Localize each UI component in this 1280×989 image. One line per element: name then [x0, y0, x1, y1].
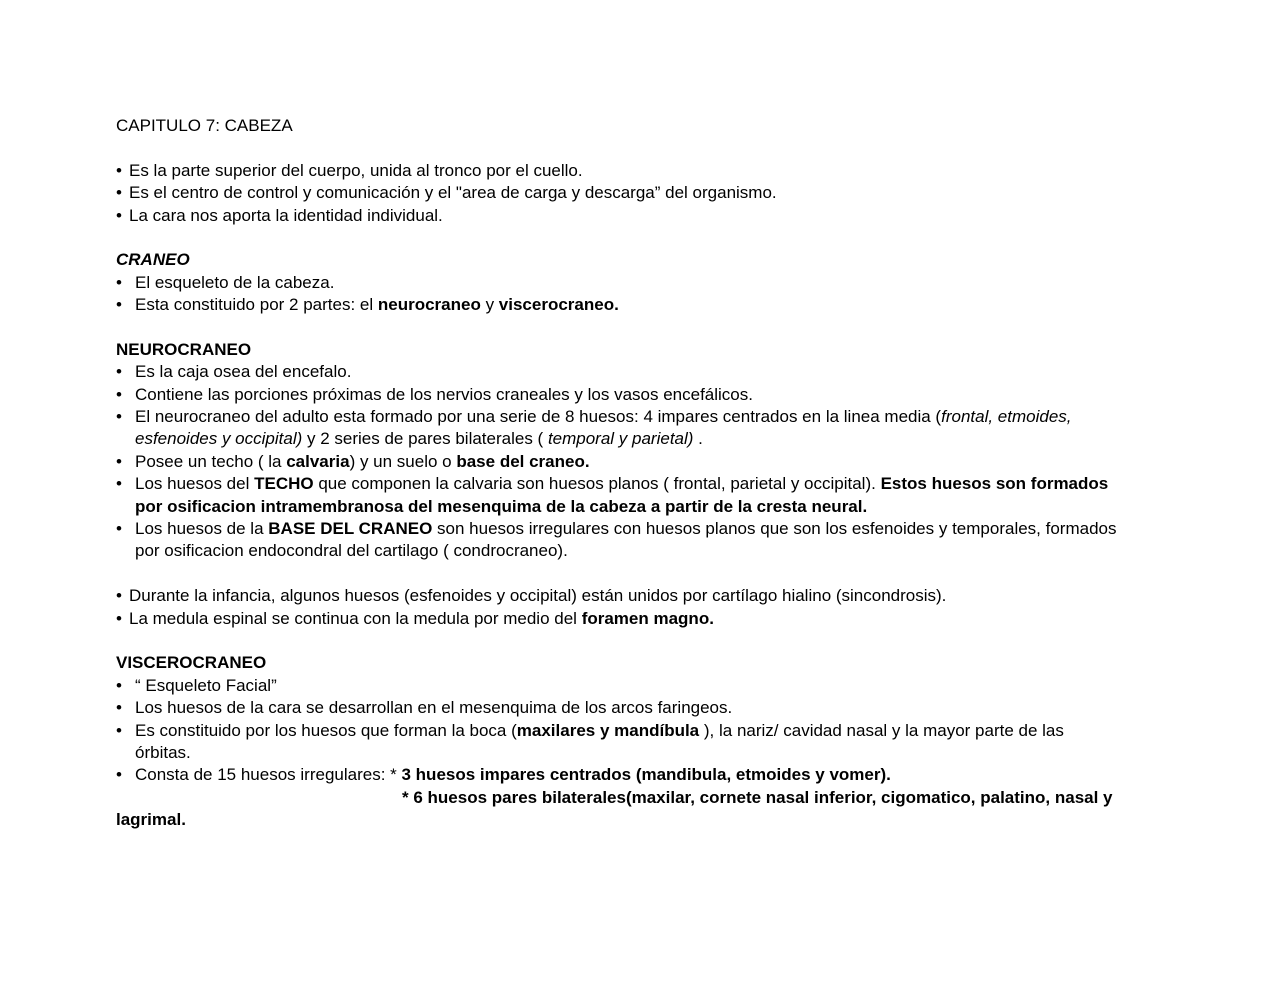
neurocraneo-item-continued [116, 428, 1176, 450]
bullet-icon: • [116, 765, 122, 785]
neurocraneo-italic: frontal, etmoides, [941, 407, 1072, 427]
viscerocraneo-item [116, 764, 1176, 786]
craneo-item [116, 294, 1176, 316]
bullet-icon: • [116, 160, 122, 180]
bullet-icon: • [116, 272, 122, 292]
spacer [116, 563, 1176, 585]
calvaria-term: calvaria [286, 451, 350, 471]
neurocraneo-text: Contiene las porciones próximas de los nervios craneales y los vasos encefálicos. [135, 384, 753, 404]
spacer [116, 137, 1176, 159]
base-del-craneo-term: BASE DEL CRANEO [268, 519, 433, 539]
bullet-icon: • [116, 586, 122, 606]
neurocraneo-heading: NEUROCRANEO [116, 339, 252, 359]
maxilares-term: maxilares y mandíbula [516, 720, 700, 740]
neurocraneo-text: ) y un suelo o [349, 451, 457, 471]
viscerocraneo-text: Es constituido por los huesos que forman la boca ( [135, 720, 517, 740]
intro-text: La cara nos aporta la identidad individual. [129, 205, 443, 225]
neurocraneo-item-continued: por osificacion endocondral del cartilago ( condrocraneo). [135, 541, 568, 561]
bullet-icon: • [116, 698, 122, 718]
craneo-heading: CRANEO [116, 250, 190, 270]
viscerocraneo-item [116, 720, 1176, 742]
bullet-icon: • [116, 407, 122, 427]
neurocraneo-italic: esfenoides y occipital) [135, 429, 303, 449]
neurocraneo-text: y 2 series de pares bilaterales ( [302, 429, 548, 449]
chapter-title [116, 115, 1176, 137]
viscerocraneo-item [116, 675, 1176, 697]
intro-text: Es la parte superior del cuerpo, unida al tronco por el cuello. [129, 160, 583, 180]
neurocraneo-item [116, 384, 1176, 406]
neurocraneo-text: Los huesos de la [135, 519, 269, 539]
neurocraneo-italic: temporal y parietal) [547, 429, 694, 449]
neurocraneo-text: que componen la calvaria son huesos planos ( frontal, parietal y occipital). [313, 474, 881, 494]
intro-text: Es el centro de control y comunicación y el "area de carga y descarga” del organismo. [129, 183, 777, 203]
viscerocraneo-text: ), la nariz/ cavidad nasal y la mayor parte de las [699, 720, 1064, 740]
viscerocraneo-item [116, 697, 1176, 719]
bullet-icon: • [116, 295, 122, 315]
intro-item [116, 205, 1176, 227]
neurocraneo-text: El neurocraneo del adulto esta formado por una serie de 8 huesos: 4 impares centrados en la linea media ( [135, 407, 942, 427]
neurocraneo-text: Los huesos del [135, 474, 255, 494]
craneo-text: y [480, 295, 499, 315]
neurocraneo-term: neurocraneo [377, 295, 481, 315]
bullet-icon: • [116, 205, 122, 225]
neurocraneo-text: . [693, 429, 703, 449]
bullet-icon: • [116, 608, 122, 628]
bullet-icon: • [116, 474, 122, 494]
viscerocraneo-item-continued: * 6 huesos pares bilaterales(maxilar, cornete nasal inferior, cigomatico, palatino, nasal y [402, 787, 1113, 807]
viscerocraneo-heading: VISCEROCRANEO [116, 653, 267, 673]
craneo-item [116, 272, 1176, 294]
bullet-icon: • [116, 519, 122, 539]
bullet-icon: • [116, 183, 122, 203]
spacer [116, 630, 1176, 652]
spacer [116, 317, 1176, 339]
viscerocraneo-text: Los huesos de la cara se desarrollan en el mesenquima de los arcos faringeos. [135, 698, 733, 718]
bullet-icon: • [116, 384, 122, 404]
viscerocraneo-term: viscerocraneo. [498, 295, 619, 315]
neurocraneo-bold: Estos huesos son formados [880, 474, 1109, 494]
neurocraneo-text: Es la caja osea del encefalo. [135, 362, 352, 382]
neurocraneo-text: son huesos irregulares con huesos planos que son los esfenoides y temporales, formados [432, 519, 1117, 539]
base-craneo-term: base del craneo. [456, 451, 590, 471]
craneo-text: El esqueleto de la cabeza. [135, 272, 335, 292]
extra-text: La medula espinal se continua con la medula por medio del [129, 608, 582, 628]
intro-item [116, 160, 1176, 182]
viscerocraneo-item-continued: órbitas. [135, 742, 191, 762]
neurocraneo-item [116, 451, 1176, 473]
document-page [116, 115, 1176, 832]
bullet-icon: • [116, 451, 122, 471]
viscerocraneo-item-continued: lagrimal. [116, 810, 186, 830]
foramen-magno-term: foramen magno. [581, 608, 714, 628]
craneo-text: Esta constituido por 2 partes: el [135, 295, 378, 315]
neurocraneo-item-continued: por osificacion intramembranosa del mesenquima de la cabeza a partir de la cresta neural. [135, 496, 868, 516]
extra-item [116, 585, 1176, 607]
neurocraneo-item [116, 473, 1176, 495]
extra-item [116, 608, 1176, 630]
viscerocraneo-bold: 3 huesos impares centrados (mandibula, etmoides y vomer). [401, 765, 891, 785]
bullet-icon: • [116, 675, 122, 695]
neurocraneo-item [116, 518, 1176, 540]
neurocraneo-item [116, 361, 1176, 383]
chapter-title-text: CAPITULO 7: CABEZA [116, 116, 293, 135]
extra-text: Durante la infancia, algunos huesos (esfenoides y occipital) están unidos por cartílago hialino (sincondrosis). [129, 586, 947, 606]
spacer [116, 227, 1176, 249]
neurocraneo-item [116, 406, 1176, 428]
viscerocraneo-text: Consta de 15 huesos irregulares: * [135, 765, 402, 785]
bullet-icon: • [116, 362, 122, 382]
techo-term: TECHO [254, 474, 314, 494]
bullet-icon: • [116, 720, 122, 740]
viscerocraneo-text: “ Esqueleto Facial” [135, 675, 277, 695]
intro-item [116, 182, 1176, 204]
neurocraneo-text: Posee un techo ( la [135, 451, 287, 471]
